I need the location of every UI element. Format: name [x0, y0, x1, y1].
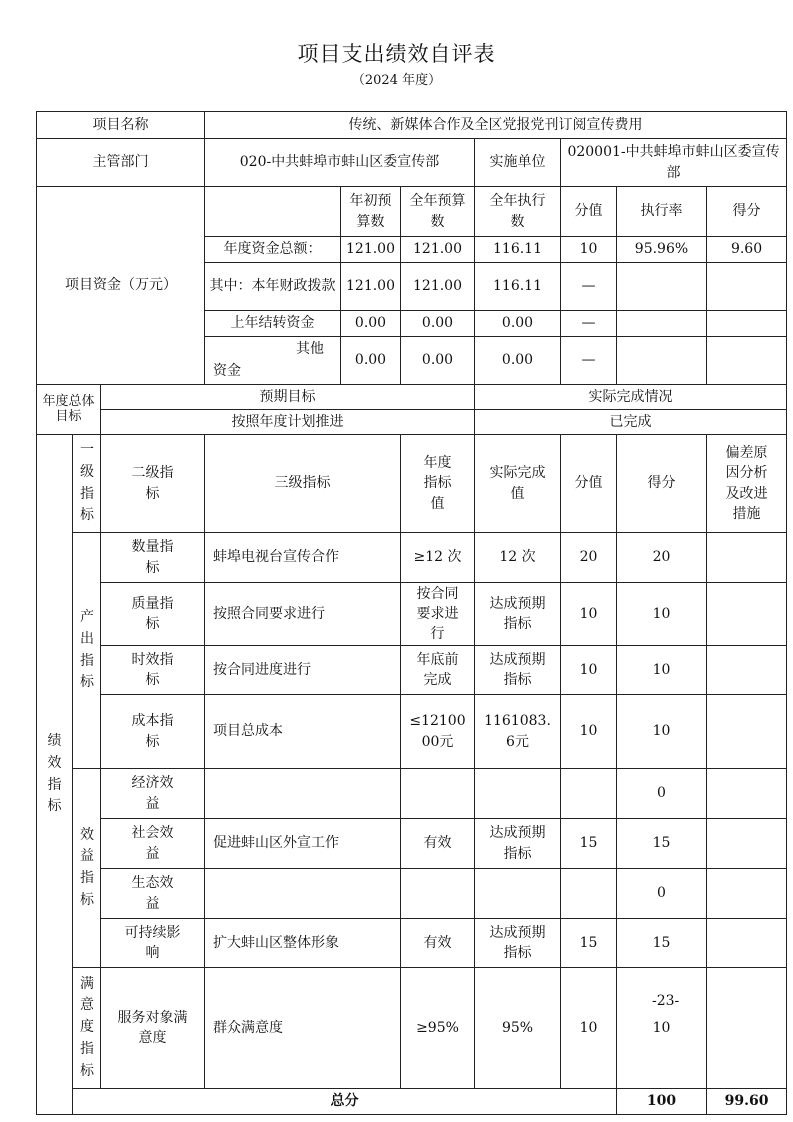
total-score: 99.60 [707, 1089, 787, 1115]
indicator-score-value: 15 [561, 819, 617, 869]
funds-annual: 0.00 [401, 311, 475, 337]
document-subtitle: （2024 年度） [351, 73, 442, 88]
indicator-score-value: 15 [561, 919, 617, 968]
funds-annual: 0.00 [401, 337, 475, 385]
implementing-unit-label: 实施单位 [475, 139, 561, 187]
funds-executed: 116.11 [475, 263, 561, 311]
indicator-row [37, 646, 787, 695]
indicator-score: 10 [617, 583, 707, 646]
funds-initial: 121.00 [341, 237, 401, 263]
indicator-target: 年底前完成 [401, 646, 475, 695]
indicator-row [37, 968, 787, 1089]
indicator-actual: 达成预期指标 [475, 819, 561, 869]
funds-header-score-value: 分值 [561, 187, 617, 237]
funds-header-score: 得分 [707, 187, 787, 237]
indicator-score: 0 [617, 769, 707, 819]
indicator-header-score: 得分 [617, 435, 707, 533]
indicator-deviation [707, 769, 787, 819]
indicator-score: 20 [617, 533, 707, 583]
funds-score-value: — [561, 337, 617, 385]
goals-actual-value: 已完成 [475, 410, 787, 435]
indicator-score-value: 10 [561, 695, 617, 769]
indicator-deviation [707, 869, 787, 919]
funds-rate [617, 337, 707, 385]
indicator-deviation [707, 583, 787, 646]
funds-label: 项目资金（万元） [37, 187, 205, 385]
funds-header-executed: 全年执行数 [475, 187, 561, 237]
indicator-target: 有效 [401, 919, 475, 968]
funds-row-label: 其中：本年财政拨款 [205, 263, 341, 311]
indicator-level3: 按合同进度进行 [205, 646, 401, 695]
goals-row-label: 年度总体目标 [37, 385, 101, 435]
goals-expected-value: 按照年度计划推进 [101, 410, 475, 435]
indicator-level3 [205, 869, 401, 919]
indicator-target: 有效 [401, 819, 475, 869]
funds-score-value: 10 [561, 237, 617, 263]
implementing-unit-value: 020001-中共蚌埠市蚌山区委宣传部 [561, 139, 787, 187]
indicator-deviation [707, 646, 787, 695]
goals-value-row [37, 410, 787, 435]
indicator-deviation [707, 819, 787, 869]
funds-annual: 121.00 [401, 237, 475, 263]
indicator-score-value: 10 [561, 646, 617, 695]
department-label: 主管部门 [37, 139, 205, 187]
indicator-level3: 促进蚌山区外宣工作 [205, 819, 401, 869]
indicator-level3: 群众满意度 [205, 968, 401, 1089]
indicator-actual: 达成预期指标 [475, 646, 561, 695]
funds-row-label: 上年结转资金 [205, 311, 341, 337]
indicator-actual: 95% [475, 968, 561, 1089]
indicator-score-value [561, 769, 617, 819]
indicator-header-deviation: 偏差原因分析及改进措施 [707, 435, 787, 533]
indicator-level2: 成本指标 [101, 695, 205, 769]
department-value: 020-中共蚌埠市蚌山区委宣传部 [205, 139, 475, 187]
indicator-actual: 12 次 [475, 533, 561, 583]
funds-executed: 0.00 [475, 337, 561, 385]
indicator-score-value: 10 [561, 583, 617, 646]
funds-executed: 116.11 [475, 237, 561, 263]
funds-score-value: — [561, 311, 617, 337]
indicator-group-satisfaction: 满意度指标 [73, 968, 101, 1089]
indicator-deviation [707, 695, 787, 769]
indicator-actual: 1161083.6元 [475, 695, 561, 769]
indicator-score: 15 [617, 919, 707, 968]
indicator-level3: 按照合同要求进行 [205, 583, 401, 646]
indicators-section-label: 绩效指标 [37, 435, 73, 1115]
funds-rate [617, 263, 707, 311]
indicator-score-value: 10 [561, 968, 617, 1089]
total-label: 总分 [73, 1089, 617, 1115]
funds-header-annual: 全年预算数 [401, 187, 475, 237]
indicator-row [37, 869, 787, 919]
indicator-score: 15 [617, 819, 707, 869]
evaluation-table [36, 111, 787, 1115]
indicator-header-target: 年度指标值 [401, 435, 475, 533]
indicator-actual: 达成预期指标 [475, 919, 561, 968]
indicator-actual: 达成预期指标 [475, 583, 561, 646]
funds-initial: 0.00 [341, 311, 401, 337]
indicator-level2: 质量指标 [101, 583, 205, 646]
indicator-level2: 时效指标 [101, 646, 205, 695]
project-name-row [37, 112, 787, 139]
indicator-score-value [561, 869, 617, 919]
funds-score-value: — [561, 263, 617, 311]
funds-initial: 0.00 [341, 337, 401, 385]
indicator-target [401, 869, 475, 919]
indicator-row [37, 583, 787, 646]
indicator-deviation [707, 919, 787, 968]
funds-annual: 121.00 [401, 263, 475, 311]
indicator-deviation [707, 533, 787, 583]
funds-header-blank [205, 187, 341, 237]
indicator-level2: 生态效益 [101, 869, 205, 919]
indicator-row [37, 919, 787, 968]
indicator-level3: 项目总成本 [205, 695, 401, 769]
indicator-score: 10 [617, 695, 707, 769]
goals-expected-header: 预期目标 [101, 385, 475, 410]
indicator-level3: 扩大蚌山区整体形象 [205, 919, 401, 968]
project-name-label: 项目名称 [37, 112, 205, 139]
indicator-group-benefit: 效益指标 [73, 769, 101, 968]
funds-initial: 121.00 [341, 263, 401, 311]
indicator-deviation [707, 968, 787, 1089]
indicator-level2: 社会效益 [101, 819, 205, 869]
indicator-level2: 可持续影响 [101, 919, 205, 968]
indicator-target: ≤1210000元 [401, 695, 475, 769]
funds-header-rate: 执行率 [617, 187, 707, 237]
indicator-level3 [205, 769, 401, 819]
indicator-header-actual: 实际完成值 [475, 435, 561, 533]
indicator-header-row [37, 435, 787, 533]
funds-score [707, 337, 787, 385]
project-name-value: 传统、新媒体合作及全区党报党刊订阅宣传费用 [205, 112, 787, 139]
funds-score [707, 311, 787, 337]
indicator-header-level2: 二级指标 [101, 435, 205, 533]
funds-executed: 0.00 [475, 311, 561, 337]
indicator-header-level3: 三级指标 [205, 435, 401, 533]
indicator-level2: 经济效益 [101, 769, 205, 819]
goals-header-row [37, 385, 787, 410]
indicator-level2: 服务对象满意度 [101, 968, 205, 1089]
goals-actual-header: 实际完成情况 [475, 385, 787, 410]
funds-row-label [205, 337, 341, 385]
indicator-row [37, 819, 787, 869]
indicator-score-value: 20 [561, 533, 617, 583]
funds-rate [617, 311, 707, 337]
indicator-score: 10 [617, 968, 707, 1089]
indicator-row [37, 769, 787, 819]
indicator-level3: 蚌埠电视台宣传合作 [205, 533, 401, 583]
total-row [37, 1089, 787, 1115]
indicator-target: ≥95% [401, 968, 475, 1089]
department-row [37, 139, 787, 187]
funds-score [707, 263, 787, 311]
indicator-score: 0 [617, 869, 707, 919]
indicator-actual [475, 869, 561, 919]
total-score-value: 100 [617, 1089, 707, 1115]
page-number: -23- [652, 993, 680, 1009]
funds-score: 9.60 [707, 237, 787, 263]
indicator-row [37, 533, 787, 583]
indicator-actual [475, 769, 561, 819]
indicator-target: ≥12 次 [401, 533, 475, 583]
indicator-target [401, 769, 475, 819]
indicator-score: 10 [617, 646, 707, 695]
funds-row-label-line1: 其他 [296, 340, 324, 357]
funds-header-initial: 年初预算数 [341, 187, 401, 237]
funds-row-label: 年度资金总额： [205, 237, 341, 263]
indicator-header-score-value: 分值 [561, 435, 617, 533]
indicator-header-level1: 一级指标 [73, 435, 101, 533]
document-title: 项目支出绩效自评表 [297, 42, 496, 66]
indicator-row [37, 695, 787, 769]
funds-header-row [37, 187, 787, 237]
indicator-level2: 数量指标 [101, 533, 205, 583]
indicator-target: 按合同要求进行 [401, 583, 475, 646]
funds-row-label-line2: 资金 [213, 362, 241, 379]
funds-rate: 95.96% [617, 237, 707, 263]
indicator-group-output: 产出指标 [73, 533, 101, 769]
